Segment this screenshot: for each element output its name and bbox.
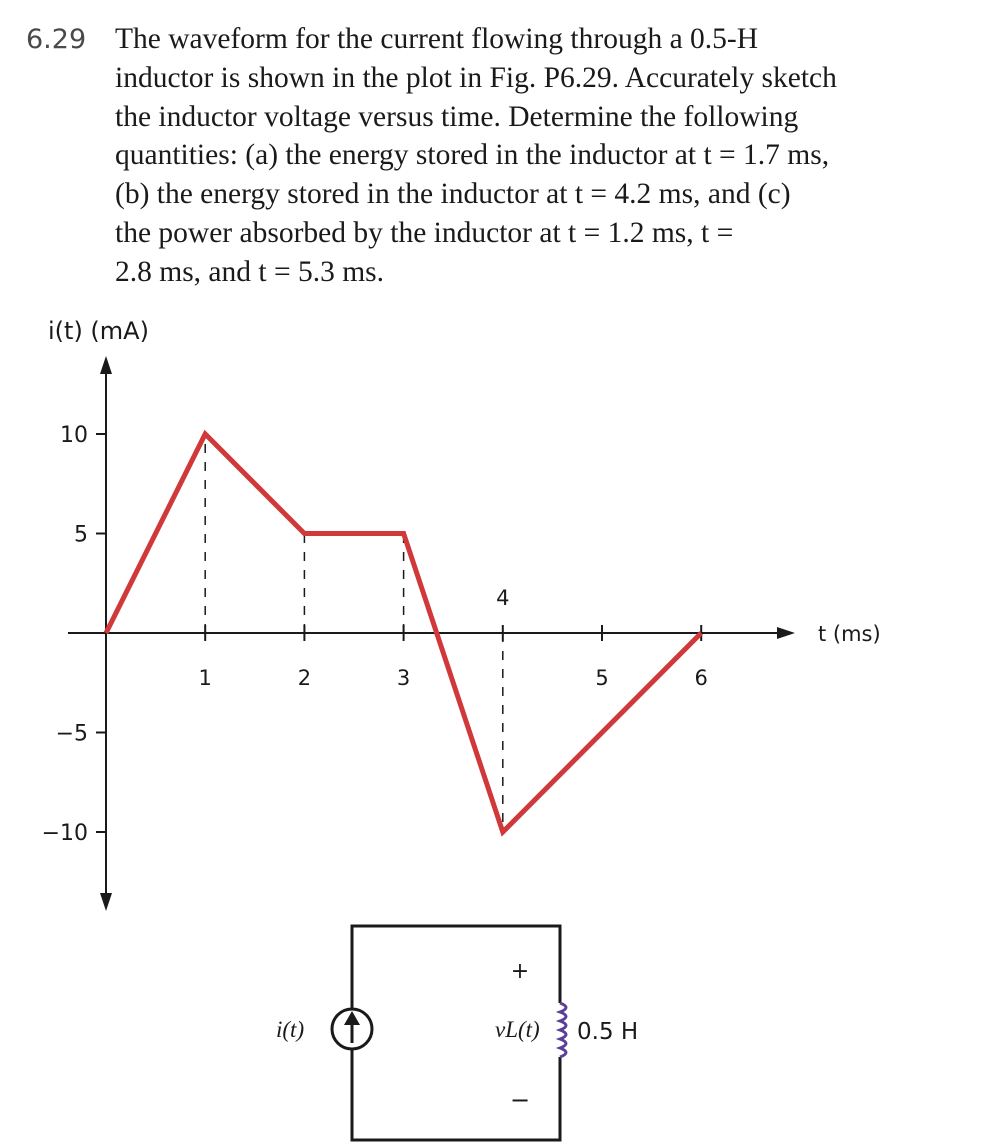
problem-line: quantities: (a) the energy stored in the inductor at t = 1.7 ms, xyxy=(115,139,830,172)
y-axis-up-arrow-icon xyxy=(100,356,112,374)
x-tick-label: 2 xyxy=(297,666,312,690)
plus-sign: + xyxy=(510,959,530,984)
x-tick-label: 4 xyxy=(496,586,510,610)
problem-line: the inductor voltage versus time. Determine the following xyxy=(115,100,799,133)
problem-line: (b) the energy stored in the inductor at t = 4.2 ms, and (c) xyxy=(115,178,791,211)
inductor-coil xyxy=(560,1003,566,1057)
y-tick-label: 5 xyxy=(74,522,88,548)
x-axis-label: t (ms) xyxy=(818,622,881,646)
x-tick-label: 6 xyxy=(694,666,708,690)
problem-number: 6.29 xyxy=(26,24,87,55)
y-tick-label: 10 xyxy=(60,423,88,448)
x-tick-label: 1 xyxy=(198,666,212,690)
y-axis-label: i(t) (mA) xyxy=(48,317,149,345)
problem-line: the power absorbed by the inductor at t = 1.2 ms, t = xyxy=(115,216,734,249)
voltage-label: vL(t) xyxy=(495,1017,540,1042)
y-axis-down-arrow-icon xyxy=(100,893,112,911)
inductor-label: 0.5 H xyxy=(577,1019,639,1045)
current-waveform-chart xyxy=(42,317,881,911)
y-tick-label: −10 xyxy=(41,821,88,846)
problem-line: inductor is shown in the plot in Fig. P6.29. Accurately sketch xyxy=(115,61,837,94)
circuit-diagram xyxy=(276,926,638,1140)
source-label: i(t) xyxy=(276,1017,305,1042)
x-tick-label: 3 xyxy=(396,666,411,690)
problem-line: 2.8 ms, and t = 5.3 ms. xyxy=(115,255,385,288)
minus-sign: − xyxy=(509,1086,531,1114)
x-axis-arrow-icon xyxy=(777,627,795,639)
y-tick-label: −5 xyxy=(55,721,88,747)
x-tick-label: 5 xyxy=(595,666,609,690)
problem-line: The waveform for the current flowing through a 0.5-H xyxy=(115,23,759,55)
